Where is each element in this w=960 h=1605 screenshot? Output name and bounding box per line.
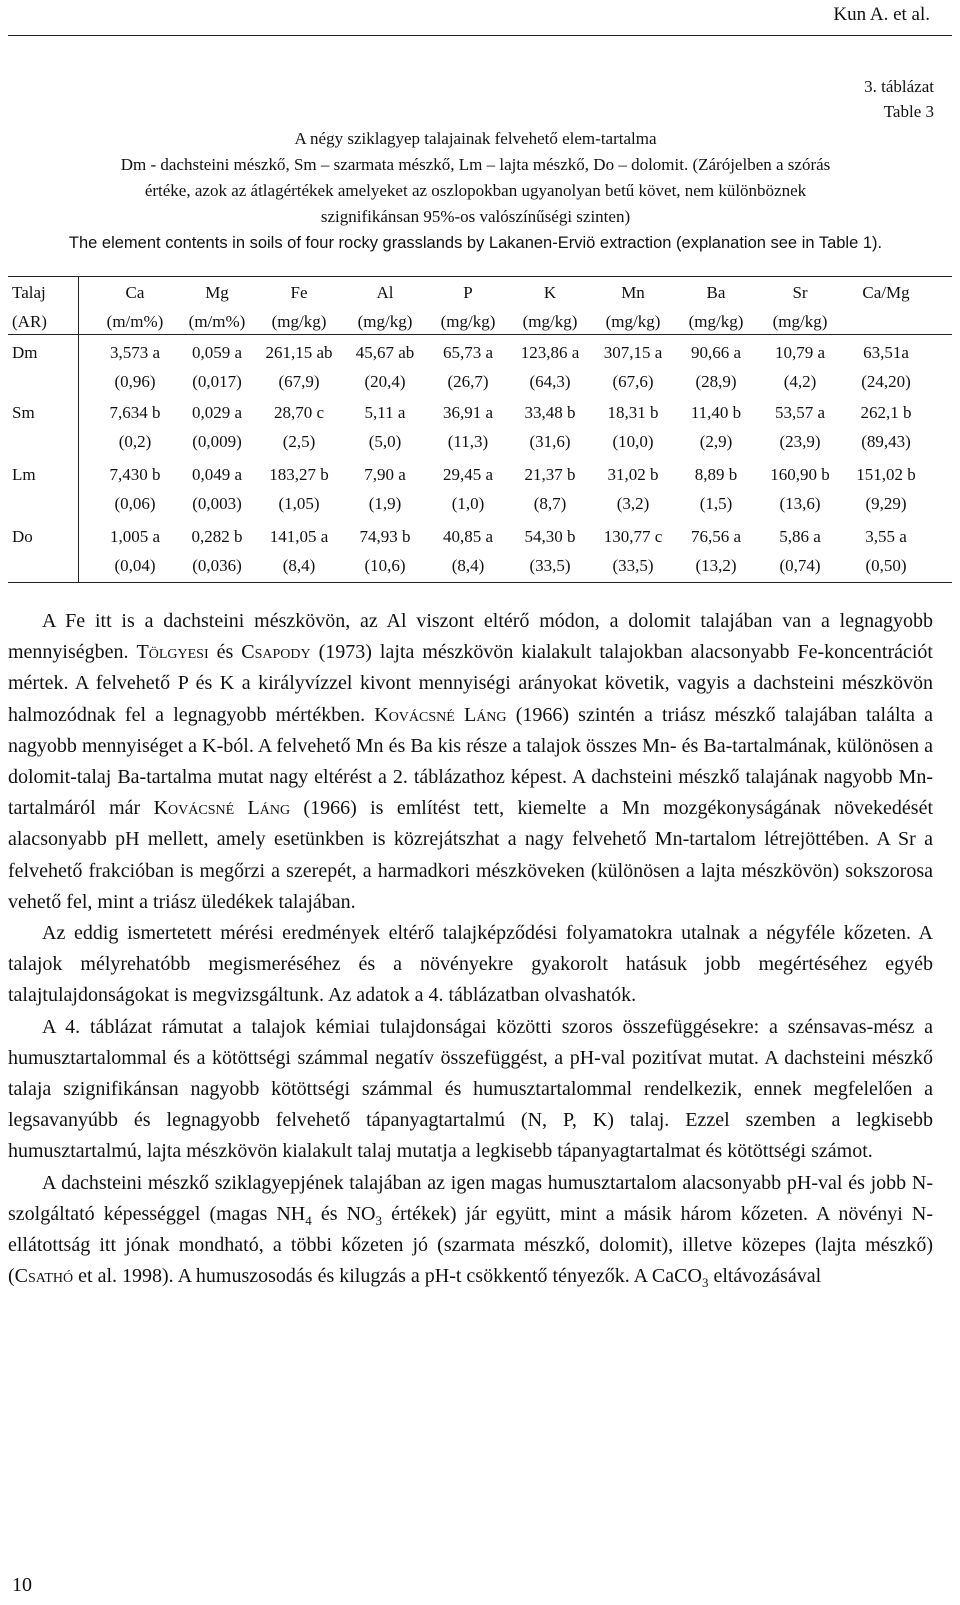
table-number-hu: 3. táblázat	[864, 77, 934, 96]
table-cell-sd: (0,74)	[779, 556, 821, 575]
row-label: Dm	[12, 343, 38, 362]
caption-hu-line-2: Dm - dachsteini mészkő, Sm – szarmata mészkő, Lm – lajta mészkő, Do – dolomit. (Zárójelben a szórás	[120, 155, 831, 174]
table-cell-sd: (11,3)	[447, 432, 489, 451]
table-caption	[8, 126, 943, 256]
table-cell-mean: 8,89 b	[694, 465, 738, 484]
table-cell-mean: 18,31 b	[607, 403, 659, 422]
table-top-rule	[8, 276, 952, 277]
table-cell-sd: (9,29)	[865, 494, 907, 513]
table-cell-sd: (89,43)	[861, 432, 911, 451]
column-unit: (mg/kg)	[522, 312, 578, 331]
table-cell-mean: 151,02 b	[856, 465, 916, 484]
column-header: Fe	[290, 283, 308, 302]
table-cell-sd: (1,9)	[368, 494, 402, 513]
table-label-divider	[78, 276, 79, 582]
table-cell-mean: 183,27 b	[269, 465, 329, 484]
table-cell-mean: 123,86 a	[520, 343, 580, 362]
table-cell-sd: (64,3)	[529, 372, 571, 391]
table-cell-sd: (0,017)	[192, 372, 242, 391]
table-cell-mean: 33,48 b	[524, 403, 576, 422]
paragraph-3: A 4. táblázat rámutat a talajok kémiai tulajdonságai közötti szoros összefüggésekre: a szénsavas-mész a humusztartalommal és a kötöttségi számmal negatív összefüggést, a pH-val pozitívat mutat. A dachsteini mészkő talaja szignifikánsan nagyobb kötöttségi számmal és humusztartalommal rendelkezik, ennek megfelelően a legsavanyúbb és legnagyobb felvehető tápanyagtartalmú (N, P, K) talaj. Ezzel szemben a legkisebb humusztartalmú, lajta mészkövön kialakult talaj mutatja a legkisebb tápanyagtartalmat és kötöttségi számot.	[8, 1015, 933, 1163]
table-cell-sd: (33,5)	[612, 556, 654, 575]
paragraph-2: Az eddig ismertetett mérési eredmények eltérő talajképződési folyamatokra utalnak a négyféle kőzeten. A talajok mélyrehatóbb megismeréséhez és a növényekre gyakorolt hatásuk jobb megértéséhez egyéb talajtulajdonságokat is megvizsgáltunk. Az adatok a 4. táblázatban olvashatók.	[8, 922, 933, 1007]
table-cell-sd: (0,003)	[192, 494, 242, 513]
table-cell-sd: (0,04)	[114, 556, 156, 575]
column-header: Ca/Mg	[862, 283, 910, 302]
table-cell-sd: (10,0)	[612, 432, 654, 451]
table-cell-mean: 21,37 b	[524, 465, 576, 484]
table-cell-mean: 7,90 a	[364, 465, 406, 484]
page-number: 10	[12, 1574, 32, 1596]
table-cell-sd: (2,5)	[282, 432, 316, 451]
table-cell-mean: 28,70 c	[273, 403, 325, 422]
table-cell-mean: 1,005 a	[109, 527, 161, 546]
table-cell-sd: (10,6)	[364, 556, 406, 575]
column-unit: (mg/kg)	[357, 312, 413, 331]
table-cell-mean: 307,15 a	[603, 343, 663, 362]
table-cell-sd: (67,9)	[278, 372, 320, 391]
table-cell-sd: (2,9)	[699, 432, 733, 451]
column-unit: (mg/kg)	[440, 312, 496, 331]
column-header: Ba	[706, 283, 726, 302]
caption-en: The element contents in soils of four rocky grasslands by Lakanen-Erviö extraction (explanation see in Table 1).	[68, 234, 883, 252]
table-cell-mean: 65,73 a	[442, 343, 494, 362]
table-cell-mean: 0,059 a	[191, 343, 243, 362]
table-cell-sd: (23,9)	[779, 432, 821, 451]
column-header: Ca	[125, 283, 145, 302]
table-cell-sd: (31,6)	[529, 432, 571, 451]
table-cell-mean: 7,430 b	[109, 465, 161, 484]
table-cell-mean: 45,67 ab	[355, 343, 415, 362]
table-cell-sd: (26,7)	[447, 372, 489, 391]
header-rule	[8, 35, 952, 36]
table-cell-sd: (13,2)	[695, 556, 737, 575]
table-cell-sd: (5,0)	[368, 432, 402, 451]
table-cell-mean: 31,02 b	[607, 465, 659, 484]
column-unit: (mg/kg)	[271, 312, 327, 331]
table-cell-mean: 5,11 a	[364, 403, 406, 422]
column-header: Mn	[621, 283, 645, 302]
table-cell-mean: 29,45 a	[442, 465, 494, 484]
table-cell-mean: 76,56 a	[690, 527, 742, 546]
table-number-en: Table 3	[883, 102, 934, 121]
table-cell-sd: (8,4)	[451, 556, 485, 575]
table-cell-sd: (0,96)	[114, 372, 156, 391]
table-cell-mean: 262,1 b	[860, 403, 912, 422]
table-cell-mean: 160,90 b	[770, 465, 830, 484]
row-label: Sm	[12, 403, 35, 422]
table-cell-sd: (33,5)	[529, 556, 571, 575]
column-header: K	[543, 283, 557, 302]
table-cell-sd: (0,2)	[118, 432, 152, 451]
row-label: Lm	[12, 465, 36, 484]
table-cell-mean: 3,55 a	[865, 527, 907, 546]
caption-hu-line-3: értéke, azok az átlagértékek amelyeket az oszlopokban ugyanolyan betű követ, nem különböznek	[144, 181, 807, 200]
table-cell-mean: 141,05 a	[269, 527, 329, 546]
column-unit: (mg/kg)	[688, 312, 744, 331]
paragraph-1: A Fe itt is a dachsteini mészkövön, az Al viszont eltérő módon, a dolomit talajában van a legnagyobb mennyiségben. Tölgyesi és Csapody (1973) lajta mészkövön kialakult talajokban alacsonyabb Fe-koncentrációt mértek. A felvehető P és K a királyvízzel kivont mennyiségi arányokat követik, vagyis a dachsteini mészkövön halmozódnak fel a legnagyobb mértékben. Kovácsné Láng (1966) szintén a triász mészkő talajában találta a nagyobb mennyiséget a K-ból. A felvehető Mn és Ba kis része a talajok összes Mn- és Ba-tartalmának, különösen a dolomit-talaj Ba-tartalma mutat nagy eltérést a 2. táblázathoz képest. A dachsteini mészkő talajának nagyobb Mn-tartalmáról már Kovácsné Láng (1966) is említést tett, kiemelte a Mn mozgékonyságának növekedését alacsonyabb pH mellett, amely esetünkben is közrejátszhat a nagy felvehető Mn-tartalom létrejöttében. A Sr a felvehető frakcióban is megőrzi a szerepét, a harmadkori mészköveken (különösen a lajta mészkövön) sokszorosa vehető fel, mint a triász üledékek talajában.	[8, 610, 934, 913]
table-cell-sd: (67,6)	[612, 372, 654, 391]
body-text	[8, 606, 933, 1292]
column-header: Mg	[205, 283, 229, 302]
table-cell-mean: 11,40 b	[690, 403, 742, 422]
table-cell-mean: 0,029 a	[191, 403, 243, 422]
table-cell-mean: 10,79 a	[774, 343, 826, 362]
table-cell-sd: (0,036)	[192, 556, 242, 575]
table-cell-mean: 0,282 b	[191, 527, 243, 546]
table-cell-sd: (1,05)	[278, 494, 320, 513]
table-cell-mean: 130,77 c	[603, 527, 663, 546]
table-cell-sd: (4,2)	[783, 372, 817, 391]
column-header: Al	[376, 283, 394, 302]
table-cell-sd: (24,20)	[861, 372, 911, 391]
column-unit: (mg/kg)	[772, 312, 828, 331]
table-cell-sd: (8,7)	[533, 494, 567, 513]
table-cell-sd: (1,0)	[451, 494, 485, 513]
paragraph-4: A dachsteini mészkő sziklagyepjének talajában az igen magas humusztartalom alacsonyabb pH-val és jobb N-szolgáltató képességgel (magas $NH_4$ és $NO_3$ értékek) jár együtt, mint a másik három kőzeten. A növényi N-ellátottság itt jónak mondható, a többi kőzeten jó (szarmata mészkő, dolomit), illetve közepes (lajta mészkő) (Csathó et al. 1998). A humuszosodás és kilugzás a pH-t csökkentő tényezők. A CaCO$_3$ eltávozásával	[8, 1171, 934, 1291]
table-corner-unit: (AR)	[12, 312, 47, 331]
table-cell-mean: 5,86 a	[779, 527, 821, 546]
table-cell-sd: (20,4)	[364, 372, 406, 391]
table-cell-sd: (28,9)	[695, 372, 737, 391]
table-cell-mean: 74,93 b	[359, 527, 411, 546]
table-cell-mean: 261,15 ab	[265, 343, 333, 362]
table-cell-sd: (1,5)	[699, 494, 733, 513]
column-unit: (m/m%)	[106, 312, 164, 331]
running-header-author: Kun A. et al.	[833, 4, 930, 25]
table-bottom-rule	[8, 582, 952, 583]
caption-hu-line-1: A négy sziklagyep talajainak felvehető elem-tartalma	[294, 129, 657, 148]
table-cell-mean: 36,91 a	[442, 403, 494, 422]
table-cell-sd: (0,50)	[865, 556, 907, 575]
column-header: Sr	[792, 283, 808, 302]
table-cell-mean: 54,30 b	[524, 527, 576, 546]
table-cell-mean: 3,573 a	[109, 343, 161, 362]
table-cell-sd: (3,2)	[616, 494, 650, 513]
table-cell-sd: (0,009)	[192, 432, 242, 451]
caption-hu-line-4: szignifikánsan 95%-os valószínűségi szinten)	[320, 207, 631, 226]
column-header: P	[463, 283, 473, 302]
table-cell-mean: 0,049 a	[191, 465, 243, 484]
table-cell-mean: 40,85 a	[442, 527, 494, 546]
table-cell-sd: (0,06)	[114, 494, 156, 513]
row-label: Do	[12, 527, 33, 546]
table-cell-mean: 53,57 a	[774, 403, 826, 422]
table-cell-mean: 7,634 b	[109, 403, 161, 422]
table-cell-mean: 63,51a	[863, 343, 909, 362]
table-corner-label: Talaj	[12, 283, 46, 302]
table-cell-sd: (8,4)	[282, 556, 316, 575]
table-cell-mean: 90,66 a	[690, 343, 742, 362]
column-unit: (m/m%)	[188, 312, 246, 331]
column-unit: (mg/kg)	[605, 312, 661, 331]
table-cell-sd: (13,6)	[779, 494, 821, 513]
